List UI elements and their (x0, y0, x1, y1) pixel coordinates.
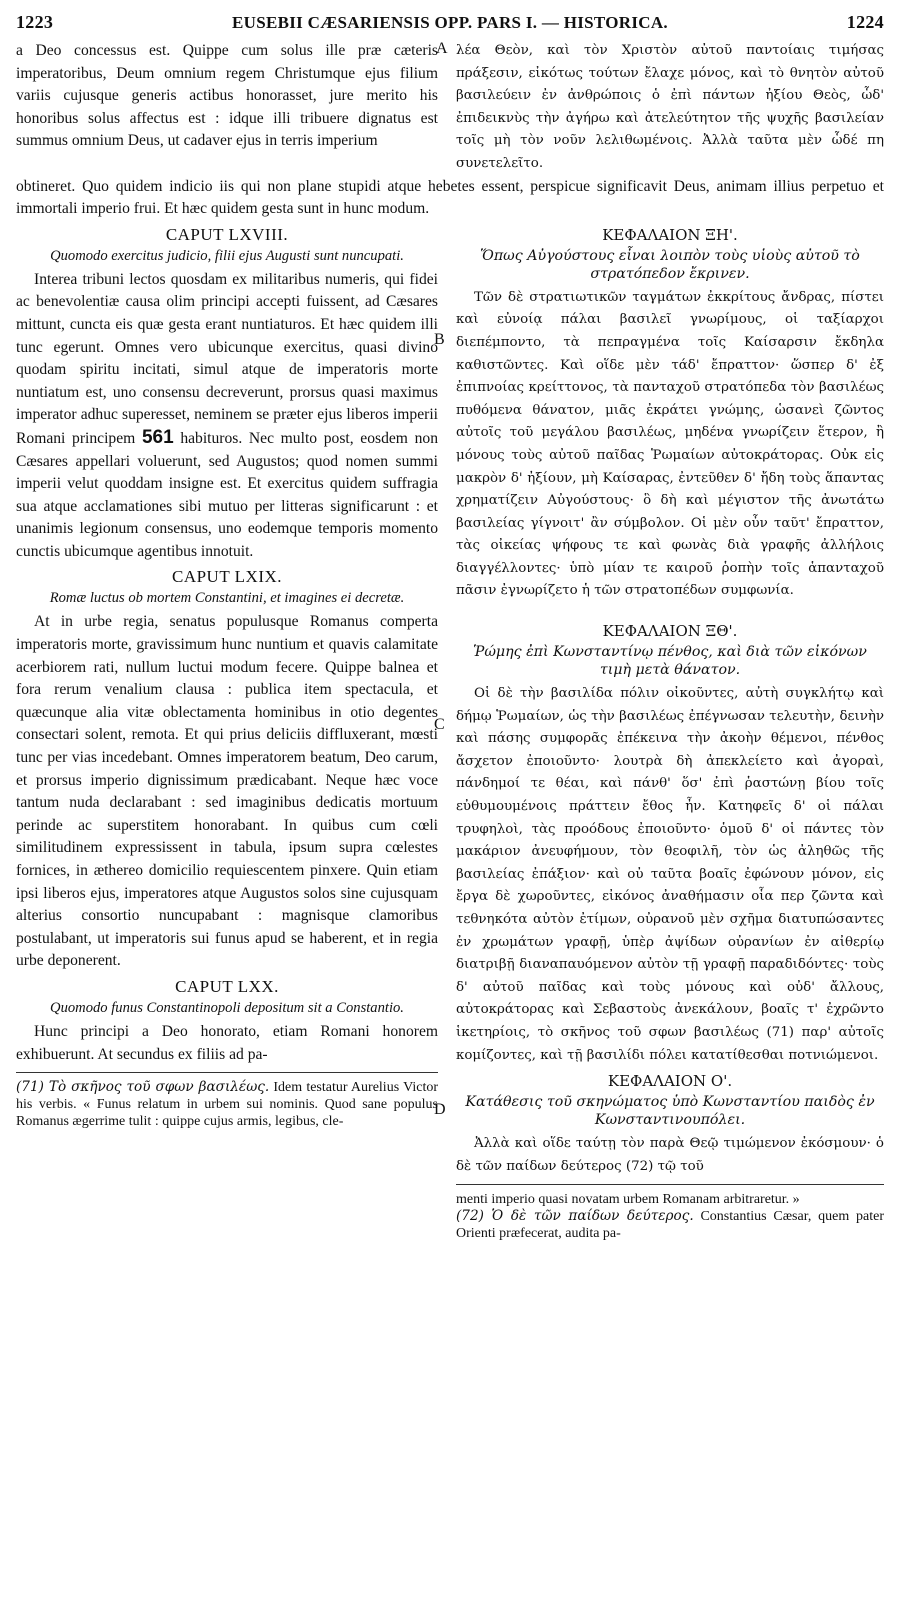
kephalaion-69-subtitle: Ῥώμης ἐπὶ Κωνσταντίνῳ πένθος, καὶ διὰ τῶν εἰκόνων τιμὴ μετὰ θάνατον. (473, 644, 867, 679)
footnote-72 (456, 1208, 884, 1242)
caput-70-subtitle: Quomodo funus Constantinopoli depositum sit a Constantio. (50, 999, 404, 1016)
kephalaion-68-heading: ΚΕΦΑΛΑΙΟΝ ΞΗ'. (602, 225, 738, 244)
kephalaion-68-subtitle: Ὅπως Αὐγούστους εἶναι λοιπὸν τοὺς υἱοὺς αὐτοῦ τὸ στρατόπεδον ἔκρινεν. (480, 247, 860, 282)
kephalaion-69-heading: ΚΕΦΑΛΑΙΟΝ ΞΘ'. (602, 622, 738, 641)
greek-column (434, 221, 884, 1243)
kephalaion-70-subtitle: Κατάθεσις τοῦ σκηνώματος ὑπὸ Κωνσταντίου παιδὸς ἐν Κωνσταντινουπόλει. (465, 1094, 875, 1129)
caput-69-subtitle: Romæ luctus ob mortem Constantini, et imagines ei decretæ. (49, 590, 405, 607)
caput-70-text: Hunc principi a Deo honorato, etiam Romani honorem exhibuerunt. At secundus ex filiis ad pa- (16, 1022, 438, 1063)
footnote-71 (16, 1079, 438, 1130)
kephalaion-70-heading: ΚΕΦΑΛΑΙΟΝ Ο'. (607, 1072, 733, 1091)
caput-68-text (16, 269, 438, 564)
margin-letter-a: A (436, 40, 448, 57)
latin-column (16, 221, 448, 1243)
kephalaion-68-text: Τῶν δὲ στρατιωτικῶν ταγμάτων ἐκκρίτους ἄνδρας, πίστει καὶ εὐνοίᾳ πάλαι βασιλεῖ γνωρίμους, οἱ ταξίαρχοι διεπέμποντο, τὰ πεπραγμένα τοῖς Καίσαρσιν ἔκδηλα καθιστῶντες. Καὶ οἵδε μὲν τάδ' ἔπραττον· ὥσπερ δ' ἐξ ἐπιπνοίας κρείττονος, τὰ πανταχοῦ στρατόπεδα τὸν βασιλέως πυθόμενα θάνατον, μιᾶς ἐκράτει γνώμης, ὡσανεὶ ζῶντος αὐτοῖς τοῦ μεγάλου βασιλέως, μηδένα γνωρίζειν ἕτερον, ἢ μόνους τοὺς αὐτοῦ παῖδας Ῥωμαίων αὐτοκράτορας. Οὐκ εἰς μακρὸν δ' ἠξίουν, μὴ Καίσαρας, ἐντεῦθεν δ' ἤδη τοὺς ἅπαντας χρηματίζειν Αὐγούστους· ὃ δὴ καὶ μέγιστον τῆς ἀνωτάτω βασιλείας γίγνοιτ' ἂν σύμβολον. Οἱ μὲν οὖν ταῦτ' ἔπραττον, τὰς οἰκείας ψήφους τε καὶ φωνὰς διὰ γραφῆς ἀλλήλοις διαγγέλλοντες· ὑπὸ μίαν τε καιροῦ ῥοπὴν τοῖς ἁπανταχοῦ πᾶσιν ἐγνωρίζετο ἡ τῶν στρατοπέδων συμφωνία. (456, 289, 884, 599)
latin-intro: a Deo concessus est. Quippe cum solus ille præ cæteris imperatoribus, Deum omnium regem Christumque ejus filium variis cujusque generis actibus honorasset, jure merito his honoribus solus affectus est : idque illi tribuere dignatus est summus omnium Deus, ut cadaver ejus in terris imperium (16, 42, 438, 150)
latin-full-width-line: obtineret. Quo quidem indicio iis qui non plane stupidi atque hebetes essent, perspicue significavit Deus, animam illius perpetuo et immortali imperio frui. Et hæc quidem gesta sunt in hunc modum. (16, 177, 884, 218)
caput-68-heading: CAPUT LXVIII. (165, 224, 289, 244)
caput-69-heading: CAPUT LXIX. (171, 567, 283, 587)
main-columns (16, 221, 884, 1243)
page-number-right: 1224 (846, 12, 884, 32)
margin-letter-b: B (434, 330, 445, 348)
running-head (16, 12, 884, 40)
caput-68-subtitle: Quomodo exercitus judicio, filii ejus Augusti sunt nuncupati. (50, 247, 404, 264)
spacer (456, 603, 884, 617)
caput-69-text: At in urbe regia, senatus populusque Romanus comperta imperatoris morte, gravissimum hunc nuntium et quavis calamitate acerbiorem rati, nullum luctui modum fecere. Quippe balnea et fora rerum venalium clausa : publica item spectacula, et quæcunque alia vitæ oblectamenta hominibus in otio degentes consectari solent, remota. Et qui prius deliciis diffluxerant, mœsti tunc per vias incedebant. Omnes imperatorem beatum, Deo carum, et prorsus imperio dignissimum prædicabant. Neque hæc voce tantum nuda declarabant : sed imaginibus dedicatis mortuum perinde ac superstitem honorabant. In quibus cum cœli similitudinem expressissent in tabula, ipsum supra cœlestes fornices, in æthereo domicilio requiescentem pinxere. Quin etiam ipsi liberos ejus, imperatores atque Augustos solos sine cujusquam alterius consortio nuncupabant : magnisque clamoribus postulabant, ut imperatoris sui funus apud se haberent, et in regia urbe deponerent. (16, 613, 438, 970)
running-title: EUSEBII CÆSARIENSIS OPP. PARS I. — HISTORICA. (232, 13, 668, 32)
caput-68-text-a: Interea tribuni lectos quosdam ex militaribus numeris, qui fidei ac benevolentiæ causa olim principi accepti fuissent, ad Cæsares mittunt, cuncta eis quæ gesta erant nuntiaturos. Et hæc quidem illi tunc egerunt. Omnes vero ubicunque exercitus, quasi divino quodam spiritu incitati, simul atque de imperatoris morte nuntiatum est, uno consensu decreverunt, prorsus quasi maximus imperator adhuc superesset, neminem se præter ejus liberos imperii Romani principem (16, 270, 438, 447)
greek-intro: λέα Θεὸν, καὶ τὸν Χριστὸν αὐτοῦ παντοίαις τιμήσας πράξεσιν, εἰκότως τούτων ἔλαχε μόνος, καὶ τὸ θνητὸν αὐτοῦ βασιλεύειν ἐν ἀνθρώποις ὁ ἐπὶ πάντων ἠξίου Θεὸς, ὧδ' ἐπιδεικνὺς τὴν ἀγήρω καὶ ἀτελεύτητον τῆς ψυχῆς βασιλείαν τοῖς μὴ τὸν νοῦν λελιθωμένοις. Ἀλλὰ ταῦτα μὲν ὧδέ πη συνετελεῖτο. (456, 43, 884, 171)
footnote-continuation: menti imperio quasi novatam urbem Romanam arbitraretur. » (456, 1192, 800, 1208)
margin-letter-c: C (434, 715, 445, 733)
footnote-rule-right (456, 1184, 884, 1185)
footnote-71-greek: (71) Τὸ σκῆνος τοῦ σφων βασιλέως. (16, 1079, 270, 1096)
greek-column-top (436, 40, 884, 176)
page-marker: 561 (141, 426, 174, 448)
margin-letter-d: D (434, 1100, 446, 1118)
caput-70-heading: CAPUT LXX. (175, 976, 279, 996)
caput-68-text-b: habituros. Nec multo post, eosdem non Cæsares appellari voluerunt, sed Augustos; quod nomen summi imperii velut quoddam insigne est. Et exercitus quidem suffragia sua atque acclamationes sibi mutuo per litteras significarunt : et unanimis legionum consensus, uno eodemque temporis momento cunctis ubicumque agentibus innotuit. (16, 429, 438, 560)
footnote-72-latin: Constantius Cæsar, quem pater Orienti præfecerat, audita pa- (456, 1209, 884, 1242)
footnote-rule (16, 1072, 438, 1073)
page-number-left: 1223 (16, 12, 54, 32)
footnote-72-greek: (72) Ὁ δὲ τῶν παίδων δεύτερος. (456, 1208, 694, 1225)
latin-column-top (16, 40, 448, 176)
kephalaion-69-text: Οἱ δὲ τὴν βασιλίδα πόλιν οἰκοῦντες, αὐτὴ συγκλήτῳ καὶ δήμῳ Ῥωμαίων, ὡς τὴν βασιλέως ἐπέγνωσαν τελευτὴν, δεινὴν καὶ πάσης συμφορᾶς ἐπέκεινα τὴν ἀκοὴν θέμενοι, πένθος ἄσχετον ἐποιοῦντο· λουτρὰ δὴ ἀπεκλείετο καὶ ἀγοραὶ, πάνδημοί τε θέαι, καὶ πάνθ' ὅσ' ἐπὶ ῥαστώνῃ βίου τοῖς εὐθυμουμένοις πράττειν ἔθος ἦν. Κατηφεῖς δ' οἱ πάλαι τρυφηλοὶ, τὰς προόδους ἐποιοῦντο· ὁμοῦ δ' οἱ πάντες τὸν μακάριον ἀνευφήμουν, τὸν θεοφιλῆ, τὸν ὡς ἀληθῶς τῆς βασιλείας ἐπάξιον· καὶ οὐ ταῦτα βοαῖς ἐφώνουν μόνον, εἰς ἔργα δὲ χωροῦντες, εἰκόνος ἀναθήμασιν οἷα περ ζῶντα καὶ τεθνηκότα αὐτὸν ἐτίμων, οὐρανοῦ μὲν σχῆμα διατυπώσαντες ἐν χρωμάτων γραφῇ, ὑπὲρ ἀψίδων οὐρανίων ἐν αἰθερίῳ διατριβῇ διαναπαυόμενον αὐτὸν τῇ γραφῇ παραδιδόντες· τοὺς δ' αὐτοῦ παῖδας καὶ τοὺς μόνους καὶ οὐδ' ἄλλους, αὐτοκράτορας καὶ Σεβαστοὺς ἀνεκάλουν, βοαῖς τ' ἐχρῶντο ἱκετηρίοις, τὸ σκῆνος τοῦ σφων βασιλέως (71) παρ' αὐτοῖς κομίζοντες, καὶ τῇ βασιλίδι πόλει κατατίθεσθαι ποτνιώμενοι. (456, 686, 884, 1063)
footnote-71-latin: Idem testatur Aurelius Victor his verbis. « Funus relatum in urbem sui nominis. Quod sane populus Romanus ægerrime tulit : quippe cujus armis, legibus, cle- (16, 1080, 438, 1130)
top-columns (16, 40, 884, 176)
kephalaion-70-text: Ἀλλὰ καὶ οἵδε ταύτῃ τὸν παρὰ Θεῷ τιμώμενον ἐκόσμουν· ὁ δὲ τῶν παίδων δεύτερος (72) τῷ τοῦ (456, 1136, 884, 1174)
